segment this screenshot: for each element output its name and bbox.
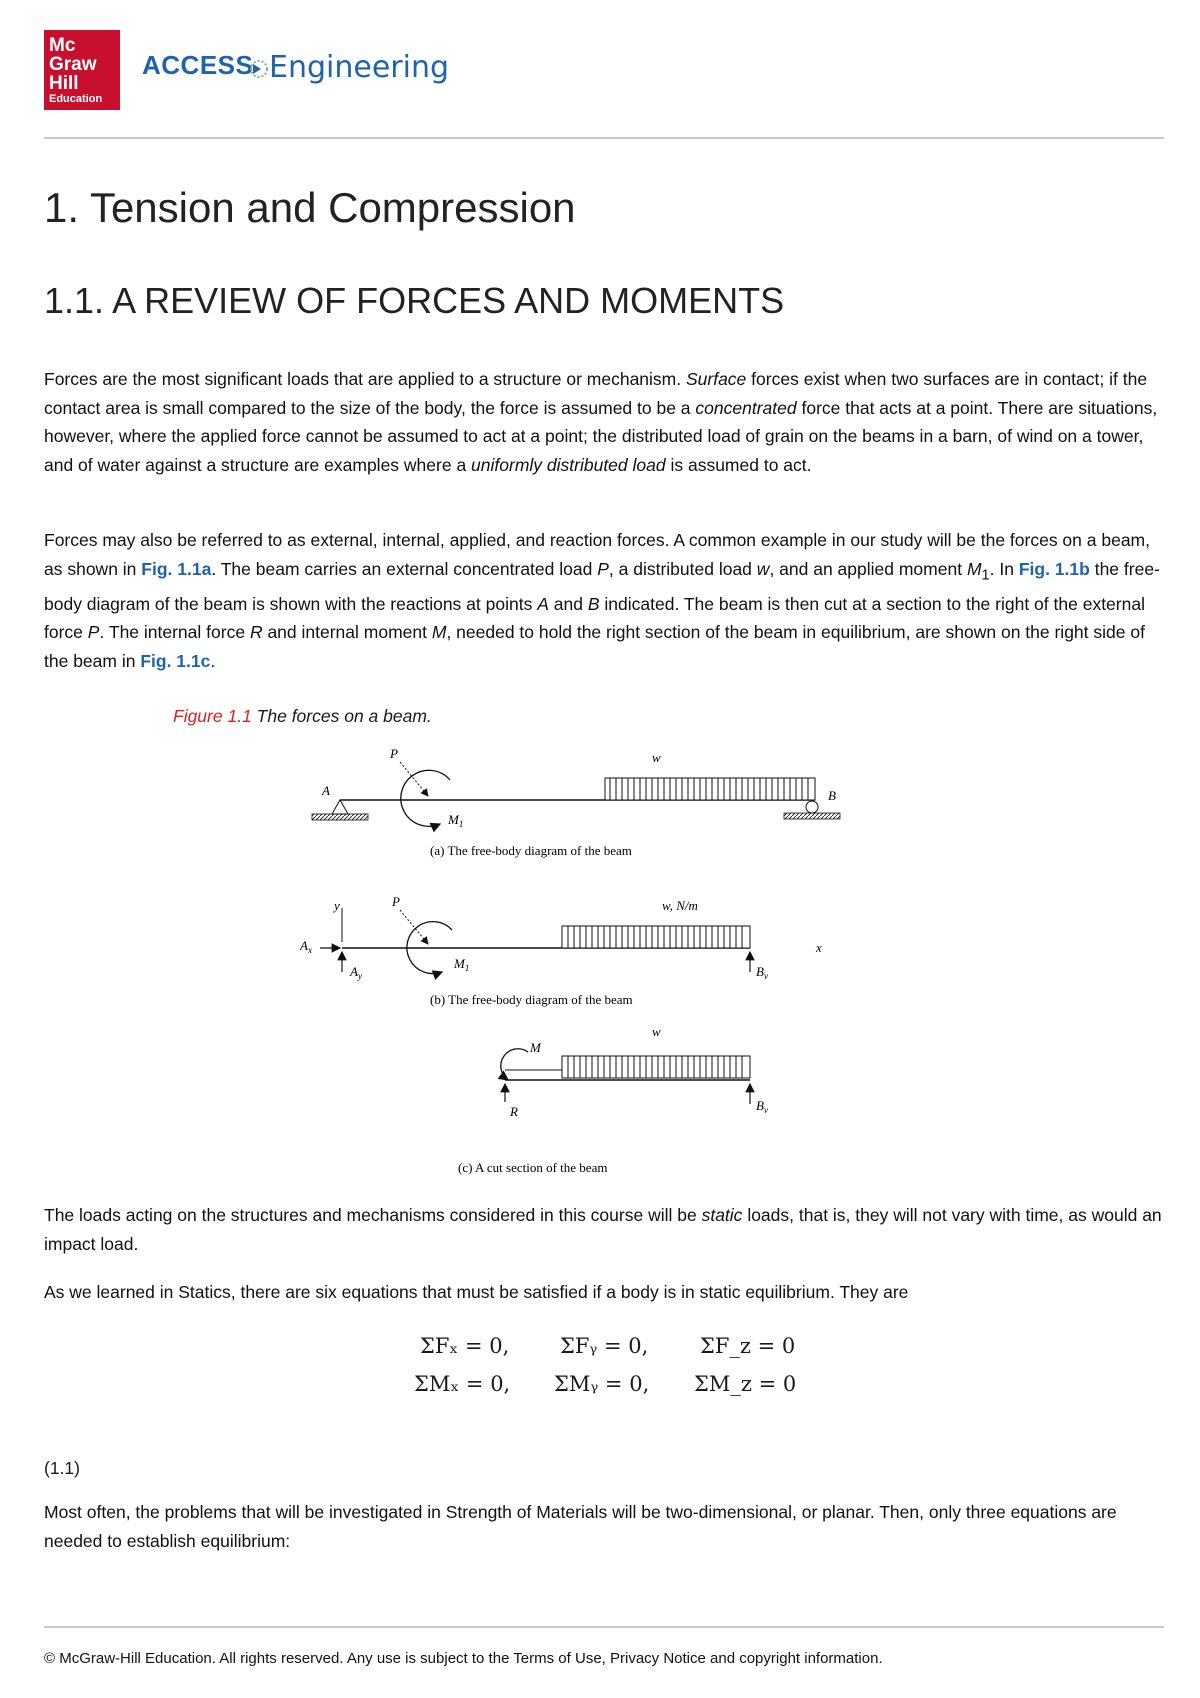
ground bbox=[784, 813, 840, 819]
equation-row bbox=[400, 1372, 820, 1406]
label-w: w bbox=[652, 1024, 661, 1039]
roller-support bbox=[806, 801, 818, 813]
equation: ΣM_z = 0 bbox=[694, 1372, 797, 1396]
label-b: B bbox=[828, 788, 836, 803]
moment-arrow bbox=[401, 770, 450, 826]
figure-link[interactable]: Fig. 1.1b bbox=[1018, 558, 1090, 579]
equation: ΣF_z = 0 bbox=[700, 1334, 796, 1358]
subcaption-b: (b) The free-body diagram of the beam bbox=[430, 992, 633, 1007]
subcaption-c: (c) A cut section of the beam bbox=[458, 1160, 608, 1175]
pin-support bbox=[332, 800, 348, 814]
figure-link[interactable]: Fig. 1.1a bbox=[141, 558, 212, 579]
logo-access-text: ACCESS bbox=[142, 50, 254, 80]
copyright-footer: © McGraw-Hill Education. All rights reserved. Any use is subject to the Terms of Use, Privacy Notice and copyright information. bbox=[44, 1650, 883, 1667]
figure-caption: Figure 1.1 The forces on a beam. bbox=[173, 706, 432, 726]
label-ax: $A_x$ bbox=[300, 938, 312, 955]
label-a: A bbox=[322, 783, 330, 798]
subcaption-a: (a) The free-body diagram of the beam bbox=[430, 843, 632, 858]
header-divider bbox=[44, 137, 1164, 139]
diagram-b bbox=[300, 894, 822, 1007]
logo-text: Graw bbox=[49, 54, 97, 75]
equation-row bbox=[400, 1334, 820, 1368]
label-bv: $B_v$ bbox=[756, 1098, 768, 1115]
logo-text: Education bbox=[49, 93, 103, 105]
equation: ΣFₓ = 0, bbox=[420, 1334, 510, 1358]
ground bbox=[312, 814, 368, 820]
label-m: M bbox=[530, 1040, 541, 1055]
label-x: x bbox=[816, 940, 822, 955]
distributed-load bbox=[562, 1056, 750, 1078]
paragraph: Forces may also be referred to as external, internal, applied, and reaction forces. A common example in our study will be the forces on a beam, as shown in Fig. 1.1a. The beam carries an external concentrated load P, a distributed load w, and an applied moment $M_1$. In Fig. 1.1b the free-body diagram of the beam is shown with the reactions at points A and B indicated. The beam is then cut at a section to the right of the external force P. The internal force R and internal moment M, needed to hold the right section of the beam in equilibrium, are shown on the right side of the beam in Fig. 1.1c. bbox=[44, 530, 1160, 671]
beam-figure bbox=[300, 740, 920, 1180]
equation-number: (1.1) bbox=[44, 1458, 80, 1478]
figure-label: Figure 1.1 bbox=[173, 706, 252, 726]
chapter-title: 1. Tension and Compression bbox=[44, 184, 576, 231]
moment-arrow bbox=[501, 1049, 528, 1080]
equation: ΣMᵧ = 0, bbox=[554, 1372, 650, 1396]
equation: ΣFᵧ = 0, bbox=[560, 1334, 649, 1358]
figure-link[interactable]: Fig. 1.1c bbox=[140, 650, 211, 671]
mcgraw-hill-logo[interactable] bbox=[44, 30, 120, 110]
label-w: w, N/m bbox=[662, 898, 698, 913]
label-m1: $M_1$ bbox=[454, 956, 470, 973]
force-arrow-p bbox=[400, 910, 428, 944]
page-header bbox=[44, 30, 1164, 110]
label-y: y bbox=[334, 898, 340, 913]
paragraph: Most often, the problems that will be investigated in Strength of Materials will be two-dimensional, or planar. Then, only three equations are needed to establish equilibrium: bbox=[44, 1502, 1117, 1551]
equilibrium-equations bbox=[400, 1334, 820, 1424]
paragraph: The loads acting on the structures and mechanisms considered in this course will be static loads, that is, they will not vary with time, as would an impact load. bbox=[44, 1205, 1162, 1254]
section-title: 1.1. A REVIEW OF FORCES AND MOMENTS bbox=[44, 280, 785, 321]
distributed-load bbox=[562, 926, 750, 948]
logo-text: Mc bbox=[49, 35, 76, 56]
label-p: P bbox=[392, 894, 400, 909]
label-m1: $M_1$ bbox=[448, 812, 464, 829]
logo-engineering-text: Engineering bbox=[269, 50, 449, 85]
paragraph: As we learned in Statics, there are six equations that must be satisfied if a body is in static equilibrium. They are bbox=[44, 1282, 909, 1302]
footer-divider bbox=[44, 1626, 1164, 1628]
logo-text: Hill bbox=[49, 73, 79, 94]
equation: ΣMₓ = 0, bbox=[414, 1372, 511, 1396]
diagram-c bbox=[458, 1024, 768, 1175]
label-bv: $B_v$ bbox=[756, 964, 768, 981]
label-ay: $A_y$ bbox=[350, 964, 362, 981]
force-arrow-p bbox=[400, 762, 428, 796]
diagram-a bbox=[312, 746, 840, 858]
label-w: w bbox=[652, 750, 661, 765]
label-r: R bbox=[510, 1104, 518, 1119]
paragraph: Forces are the most significant loads that are applied to a structure or mechanism. Surface forces exist when two surfaces are in contact; if the contact area is small compared to the size of the body, the force is assumed to be a concentrated force that acts at a point. There are situations, however, where the applied force cannot be assumed to act at a point; the distributed load of grain on the beams in a barn, of wind on a tower, and of water against a structure are examples where a uniformly distributed load is assumed to act. bbox=[44, 369, 1158, 475]
label-p: P bbox=[390, 746, 398, 761]
